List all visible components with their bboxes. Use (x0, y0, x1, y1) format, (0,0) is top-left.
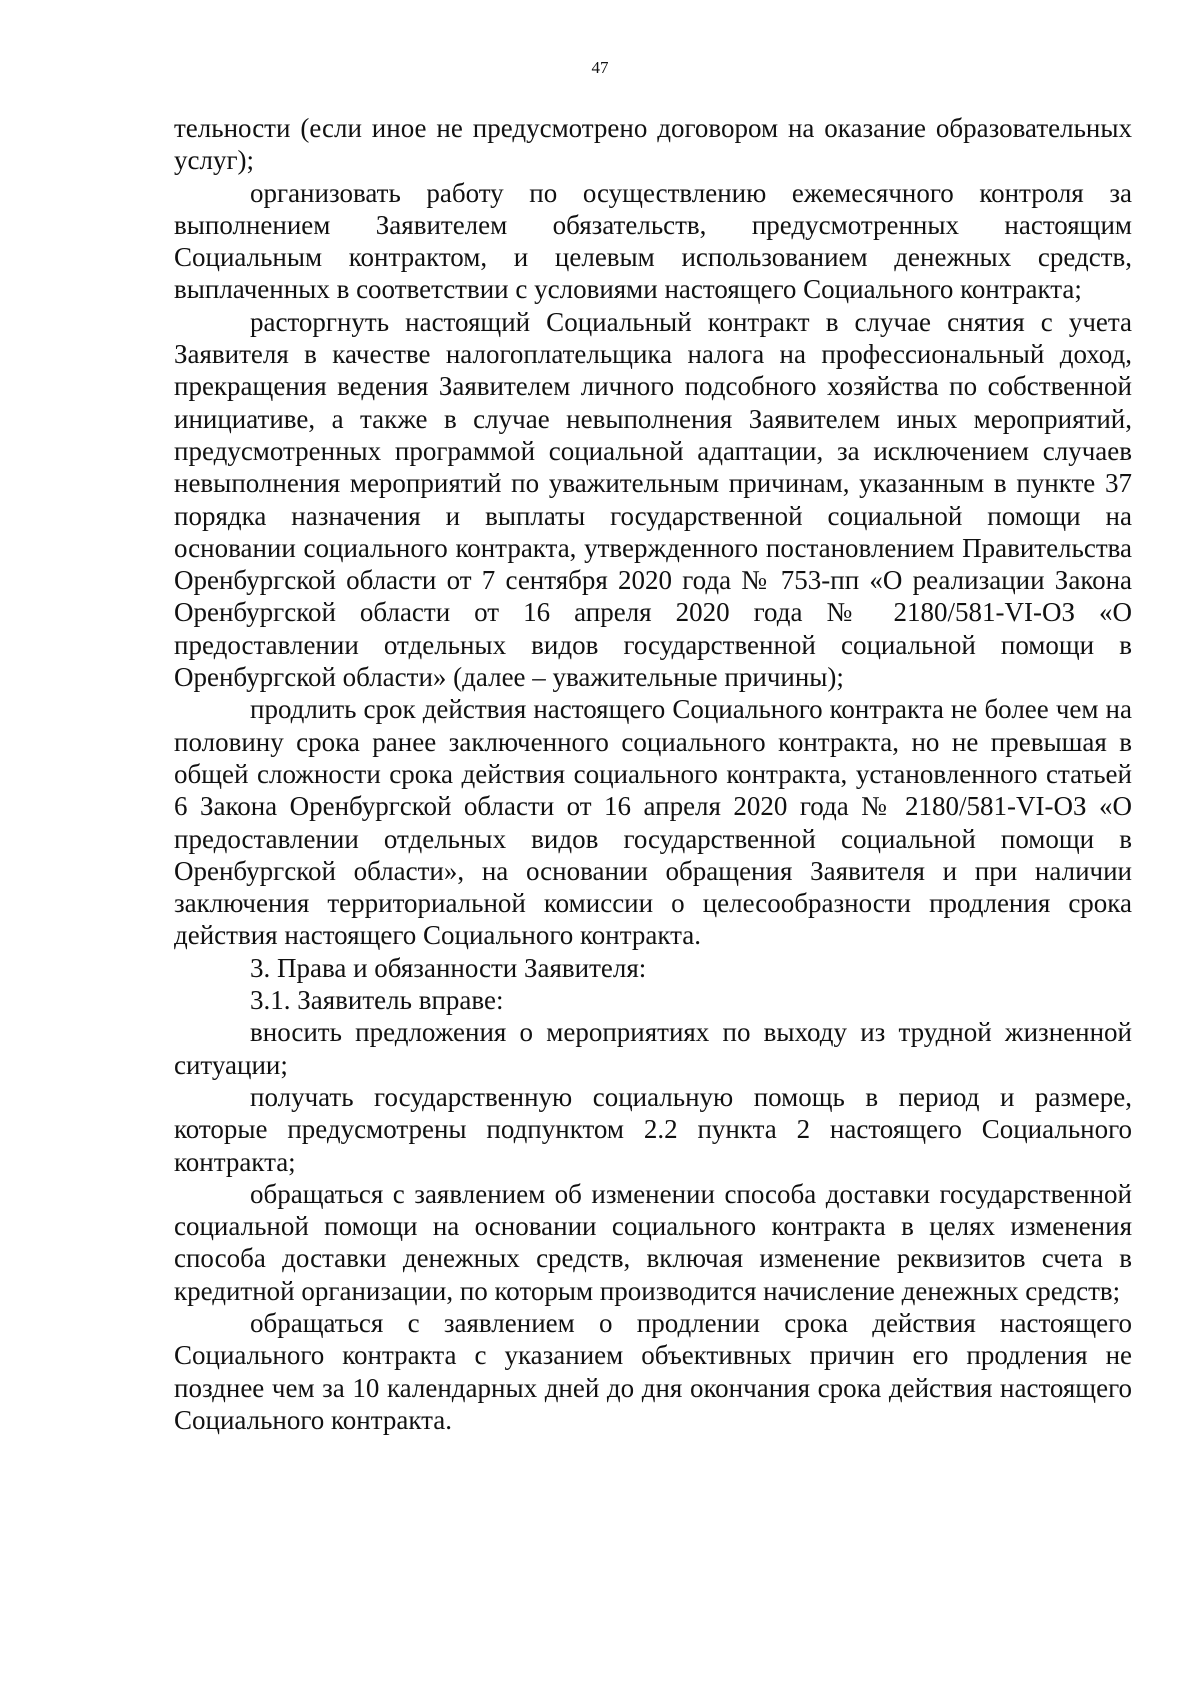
document-body (174, 112, 1132, 1436)
paragraph-extend-contract: продлить срок действия настоящего Социального контракта не более чем на половину срока ранее заключенного социального контракта, но не превышая в общей сложности срока действия социального контракта, установленного статьей 6 Закона Оренбургской области от 16 апреля 2020 года № 2180/581-VI-ОЗ «О предоставлении отдельных видов государственной социальной помощи в Оренбургской области», на основании обращения Заявителя и при наличии заключения территориальной комиссии о целесообразности продления срока действия настоящего Социального контракта. (174, 694, 1132, 951)
paragraph-control-duty: организовать работу по осуществлению ежемесячного контроля за выполнением Заявителем обязательств, предусмотренных настоящим Социальным контрактом, и целевым использованием денежных средств, выплаченных в соответствии с условиями настоящего Социального контракта; (174, 177, 1132, 305)
paragraph-proposals: вносить предложения о мероприятиях по выходу из трудной жизненной ситуации; (174, 1017, 1132, 1080)
paragraph-delivery-change: обращаться с заявлением об изменении способа доставки государственной социальной помощи на основании социального контракта в целях изменения способа доставки денежных средств, включая изменение реквизитов счета в кредитной организации, по которым производится начисление денежных средств; (174, 1178, 1132, 1306)
page-number: 47 (591, 58, 609, 77)
section-heading-rights: 3. Права и обязанности Заявителя: (250, 952, 647, 983)
subsection-heading-applicant-rights: 3.1. Заявитель вправе: (250, 985, 504, 1016)
paragraph-terminate-contract: расторгнуть настоящий Социальный контракт в случае снятия с учета Заявителя в качестве налогоплательщика налога на профессиональный доход, прекращения ведения Заявителем личного подсобного хозяйства по собственной инициативе, а также в случае невыполнения Заявителем иных мероприятий, предусмотренных программой социальной адаптации, за исключением случаев невыполнения мероприятий по уважительным причинам, указанным в пункте 37 порядка назначения и выплаты государственной социальной помощи на основании социального контракта, утвержденного постановлением Правительства Оренбургской области от 7 сентября 2020 года № 753-пп «О реализации Закона Оренбургской области от 16 апреля 2020 года № 2180/581-VI-ОЗ «О предоставлении отдельных видов государственной социальной помощи в Оренбургской области» (далее – уважительные причины); (174, 306, 1132, 693)
paragraph-receive-aid: получать государственную социальную помощь в период и размере, которые предусмотрены подпунктом 2.2 пункта 2 настоящего Социального контракта; (174, 1081, 1132, 1177)
paragraph-extension-request: обращаться с заявлением о продлении срока действия настоящего Социального контракта с указанием объективных причин его продления не позднее чем за 10 календарных дней до дня окончания срока действия настоящего Социального контракта. (174, 1307, 1132, 1435)
paragraph-continuation: тельности (если иное не предусмотрено договором на оказание образовательных услуг); (174, 113, 1132, 176)
